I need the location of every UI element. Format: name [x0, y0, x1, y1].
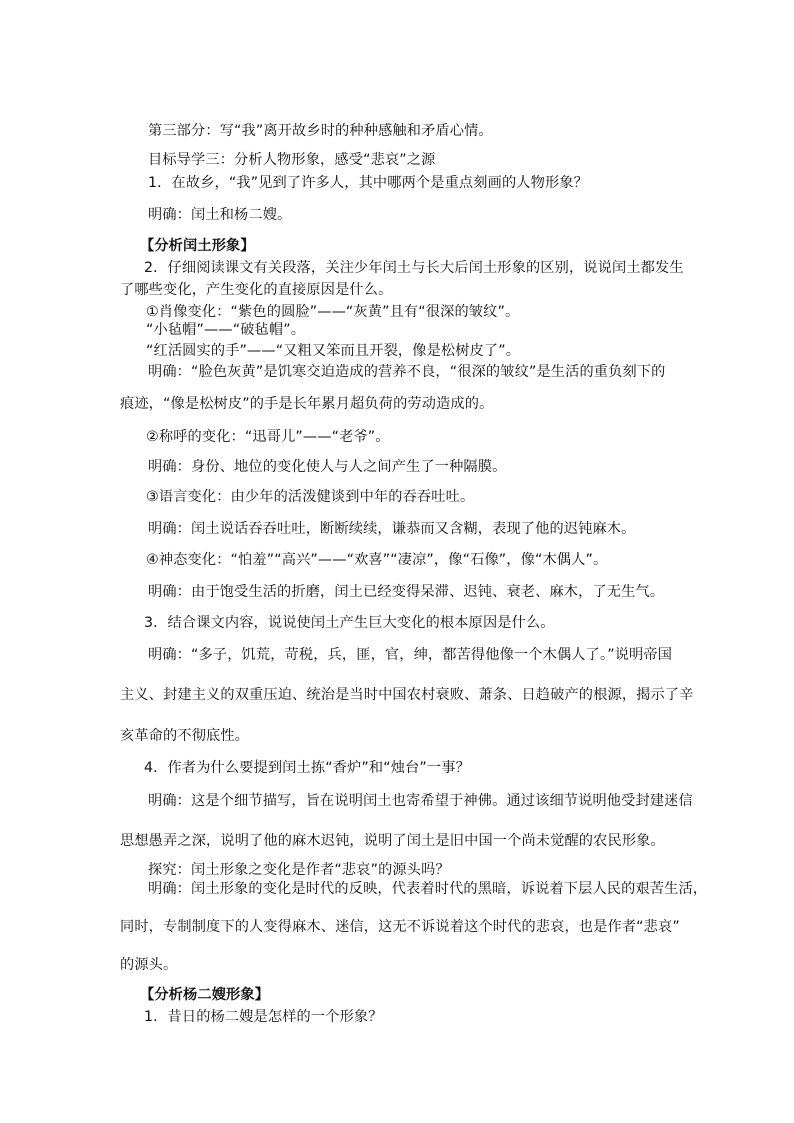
text-line: 思想愚弄之深，说明了他的麻木迟钝，说明了闰土是旧中国一个尚未觉醒的农民形象。 — [120, 833, 665, 850]
text-line: ②称呼的变化：“迅哥儿”——“老爷”。 — [146, 429, 390, 446]
text-line: 明确：闰土形象的变化是时代的反映，代表着时代的黑暗，诉说着下层人民的艰苦生活， — [148, 881, 708, 898]
text-line: 的源头。 — [120, 957, 178, 974]
text-line: 1．在故乡，“我”见到了许多人，其中哪两个是重点刻画的人物形象？ — [148, 175, 588, 192]
text-line: 2．仔细阅读课文有关段落，关注少年闰土与长大后闰土形象的区别，说说闰土都发生 — [144, 260, 684, 277]
text-line: 了哪些变化，产生变化的直接原因是什么。 — [120, 282, 393, 299]
text-line: 亥革命的不彻底性。 — [120, 728, 250, 745]
text-line: 同时，专制制度下的人变得麻木、迷信，这无不诉说着这个时代的悲哀，也是作者“悲哀” — [120, 919, 680, 936]
text-line: 明确：身份、地位的变化使人与人之间产生了一种隔膜。 — [148, 459, 507, 476]
text-line: 明确：“脸色灰黄”是饥寒交迫造成的营养不良，“很深的皱纹”是生活的重负刻下的 — [148, 364, 666, 381]
text-line: ③语言变化：由少年的活泼健谈到中年的吞吞吐吐。 — [146, 489, 475, 506]
text-line: 4．作者为什么要提到闰土拣“香炉”和“烛台”一事？ — [144, 760, 470, 777]
text-line: 3．结合课文内容，说说使闰土产生巨大变化的根本原因是什么。 — [144, 615, 555, 632]
text-line: 第三部分：写“我”离开故乡时的种种感触和矛盾心情。 — [148, 123, 493, 140]
section-heading: 【分析杨二嫂形象】 — [140, 987, 270, 1004]
section-heading: 【分析闰土形象】 — [140, 238, 255, 255]
text-line: 明确：这是个细节描写，旨在说明闰土也寄希望于神佛。通过该细节说明他受封建迷信 — [148, 793, 693, 810]
text-line: 目标导学三：分析人物形象，感受“悲哀”之源 — [148, 152, 436, 169]
text-line: 1．昔日的杨二嫂是怎样的一个形象？ — [144, 1009, 383, 1026]
text-line: 明确：闰土和杨二嫂。 — [148, 207, 292, 224]
text-line: ①肖像变化：“紫色的圆脸”——“灰黄”且有“很深的皱纹”。 — [146, 304, 520, 321]
text-line: 明确：由于饱受生活的折磨，闰土已经变得呆滞、迟钝、衰老、麻木，了无生气。 — [148, 584, 665, 601]
text-line: 痕迹，“像是松树皮”的手是长年累月超负荷的劳动造成的。 — [120, 396, 494, 413]
text-line: 明确：“多子，饥荒，苛税，兵，匪，官，绅，都苦得他像一个木偶人了。”说明帝国 — [148, 647, 673, 664]
text-line: 明确：闰土说话吞吞吐吐，断断续续，谦恭而又含糊，表现了他的迟钝麻木。 — [148, 521, 636, 538]
text-line: 探究：闰土形象之变化是作者“悲哀”的源头吗？ — [148, 862, 450, 879]
text-line: “小毡帽”——“破毡帽”。 — [146, 322, 306, 339]
text-line: 主义、封建主义的双重压迫、统治是当时中国农村衰败、萧条、日趋破产的根源，揭示了辛 — [120, 687, 694, 704]
text-line: ④神态变化：“怕羞”“高兴”——“欢喜”“凄凉”，像“石像”，像“木偶人”。 — [146, 552, 608, 569]
text-line: “红活圆实的手”——“又粗又笨而且开裂，像是松树皮了”。 — [146, 343, 521, 360]
